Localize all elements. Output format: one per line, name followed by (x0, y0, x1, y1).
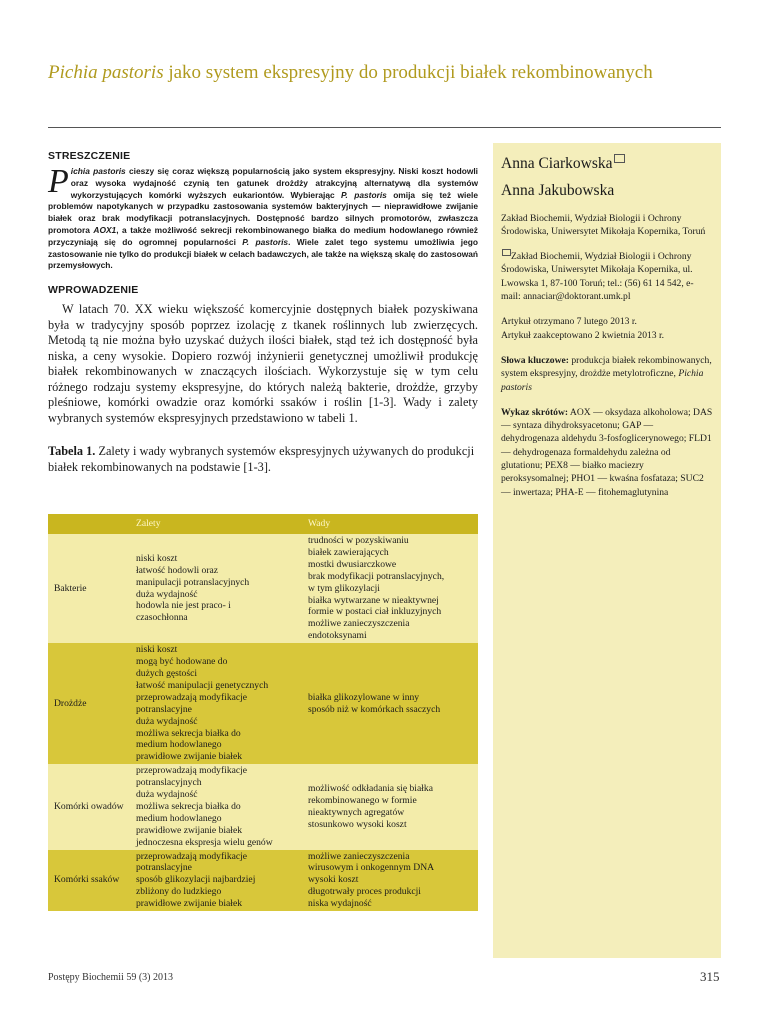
abstract-text-3: , a także możliwość sekrecji rekombinowanego białka do medium hodowlanego również przyczyniają się do ogromnej popularności (48, 224, 478, 247)
article-dates (501, 315, 713, 342)
table-cell-line: sposób glikozylacji najbardziej (136, 874, 256, 886)
table-cell-line: prawidłowe zwijanie białek (136, 824, 243, 836)
table-cell-pros (130, 764, 302, 849)
table-row (48, 643, 478, 764)
table-cell-line: łatwość manipulacji genetycznych (136, 679, 269, 691)
title-rest: jako system ekspresyjny do produkcji białek rekombinowanych (163, 62, 653, 83)
table-cell-line: długotrwały proces produkcji (308, 886, 421, 898)
table-cell-pros (130, 850, 302, 912)
abstract-text-2: omija się też wiele problemów napotykanych w przypadku zastosowania systemów bakteryjnych — nieprawidłowe zwijanie białek oraz brak modyfikacji potranslacyjnych. Dostępność bardzo silnych promotorów, zwłaszcza promotora (48, 189, 478, 235)
abstract-text-4: . Wiele zalet tego systemu umożliwia jego zastosowanie nie tylko do produkcji białek w celach badawczych, ale także na większą skalę do zastosowań przemysłowych. (48, 236, 478, 271)
abstract-italic-start: ichia pastoris (70, 166, 126, 176)
table-header-cons: Wady (302, 514, 478, 534)
table-cell-line: możliwość odkładania się białka (308, 783, 433, 795)
table-cell-line: mostki dwusiarczkowe (308, 558, 397, 570)
article-title (48, 62, 728, 84)
keywords (501, 354, 713, 394)
table-cell-line: możliwe zanieczyszczenia (308, 618, 410, 630)
table-cell-cons (302, 643, 478, 764)
table-header-pros: Zalety (130, 514, 302, 534)
envelope-icon (502, 249, 511, 256)
table-row (48, 850, 478, 912)
abbreviations-label: Wykaz skrótów: (501, 406, 569, 418)
table-cell-line: białek zawierających (308, 546, 389, 558)
abbreviations-text: AOX — oksydaza alkoholowa; DAS — syntaza dihydroksyacetonu; GAP — dehydrogenaza aldehydu 3-fosfoglicerynowego; FLD1 — dehydrogenaza formaldehydu zależna od glutationu; PEX8 — białko maciezry peroksysomalnej; PHO1 — kwaśna fosfataza; SUC2 — inwertaza; PHA-E — fitohemaglutynina (501, 406, 713, 498)
table-cell-line: rekombinowanego w formie (308, 794, 417, 806)
table-row (48, 534, 478, 643)
abstract-text-1: cieszy się coraz większą popularnością jako system ekspresyjny. Niski koszt hodowli oraz wysoka wydajność czynią ten gatunek drożdży atrakcyjną alternatywą dla systemów wykorzystujących komórki wyższych eukariontów. Wybierając (70, 166, 478, 200)
comparison-table (48, 514, 478, 911)
table-cell-line: białka glikozylowane w inny (308, 691, 420, 703)
table-cell-line: łatwość hodowli oraz (136, 564, 219, 576)
keywords-italic: Pichia pastoris (501, 368, 704, 393)
table-cell-line: niski koszt (136, 552, 178, 564)
table-cell-line: medium hodowlanego (136, 812, 222, 824)
main-column (48, 150, 478, 475)
table-cell-cons (302, 850, 478, 912)
table-caption-text: Zalety i wady wybranych systemów ekspresyjnych używanych do produkcji białek rekombinowanych na podstawie [1-3]. (48, 444, 475, 474)
abstract-italic-mid: P. pastoris (341, 189, 387, 200)
table-caption (48, 444, 478, 475)
table-cell-system: Bakterie (48, 534, 130, 643)
table-cell-line: wirusowym i onkogennym DNA (308, 862, 435, 874)
table-row (48, 764, 478, 849)
table-cell-line: nieaktywnych agregatów (308, 806, 405, 818)
table-cell-line: możliwa sekrecja białka do (136, 727, 241, 739)
table-cell-line: sposób niż w komórkach ssaczych (308, 703, 441, 715)
abstract-italic-end: P. pastoris (242, 236, 289, 247)
received-date: Artykuł otrzymano 7 lutego 2013 r. (501, 316, 637, 328)
table-cell-line: hodowla nie jest praco- i (136, 600, 231, 612)
table-header-system (48, 514, 130, 534)
table-cell-line: jednoczesna ekspresja wielu genów (136, 836, 273, 848)
abstract-text (48, 163, 478, 272)
table-cell-line: potranslacyjne (136, 862, 192, 874)
abstract-italic-gene: AOX1 (93, 224, 117, 235)
table-cell-line: formie w postaci ciał inkluzyjnych (308, 606, 442, 618)
table-cell-line: przeprowadzają modyfikacje (136, 850, 248, 862)
table-cell-line: wysoki koszt (308, 874, 359, 886)
table-cell-line: czasochłonna (136, 612, 188, 624)
accepted-date: Artykuł zaakceptowano 2 kwietnia 2013 r. (501, 329, 665, 341)
table-cell-system: Drożdże (48, 643, 130, 764)
table-cell-line: manipulacji potranslacyjnych (136, 576, 250, 588)
table-cell-line: potranslacyjne (136, 703, 192, 715)
intro-paragraph: W latach 70. XX wieku większość komercyjnie dostępnych białek pozyskiwana była w tradycyjny sposób poprzez izolację z tkanek roślinnych lub zwierzęcych. Metodą tą nie można było uzyskać dużych ilości białek, stąd też ich dostępność była niska, a ceny wysokie. Dopiero rozwój inżynierii genetycznej umożliwił produkcję białek rekombinowanych w znaczących ilościach. Wykorzystuje się w tym celu różnego rodzaju systemy ekspresyjne, do których należą bakterie, drożdże, grzyby pleśniowe, komórki owadzie oraz komórki ssaków i roślin [1-3]. Wady i zalety wybranych systemów ekspresyjnych przedstawiono w tabeli 1. (48, 302, 478, 425)
title-species: Pichia pastoris (48, 62, 164, 83)
table-cell-line: mogą być hodowane do (136, 656, 228, 668)
table-caption-label: Tabela 1. (48, 444, 96, 459)
table-cell-system: Komórki ssaków (48, 850, 130, 912)
table-header-row (48, 514, 478, 534)
sidebar (493, 143, 721, 958)
table-cell-line: możliwa sekrecja białka do (136, 800, 241, 812)
table-cell-line: przeprowadzają modyfikacje (136, 765, 248, 777)
table-cell-line: niski koszt (136, 644, 178, 656)
table-cell-line: prawidłowe zwijanie białek (136, 751, 243, 763)
table-cell-line: niska wydajność (308, 898, 372, 910)
page-number: 315 (700, 969, 720, 984)
table-cell-line: potranslacyjnych (136, 777, 202, 789)
abstract-heading: STRESZCZENIE (48, 150, 131, 162)
abstract-dropcap: P (48, 163, 69, 200)
correspondence-text: Zakład Biochemii, Wydział Biologii i Ochrony Środowiska, Uniwersytet Mikołaja Kopernika, ul. Lwowska 1, 87-100 Toruń; tel.: (56) 61 14 542, e-mail: annaciar@doktorant.umk.pl (501, 251, 694, 303)
table-cell-line: duża wydajność (136, 789, 198, 801)
keywords-label: Słowa kluczowe: (501, 354, 569, 366)
table-cell-line: stosunkowo wysoki koszt (308, 818, 407, 830)
table-cell-line: zbliżony do ludzkiego (136, 886, 222, 898)
table-cell-pros (130, 643, 302, 764)
abbreviations (501, 406, 713, 499)
table-cell-system: Komórki owadów (48, 764, 130, 849)
author-2: Anna Jakubowska (501, 182, 615, 200)
table-cell-line: przeprowadzają modyfikacje (136, 691, 248, 703)
table-cell-line: duża wydajność (136, 588, 198, 600)
table-cell-line: medium hodowlanego (136, 739, 222, 751)
table-cell-line: brak modyfikacji potranslacyjnych, (308, 570, 445, 582)
title-rule (48, 127, 721, 128)
table-cell-line: białka wytwarzane w nieaktywnej (308, 594, 439, 606)
affiliation: Zakład Biochemii, Wydział Biologii i Ochrony Środowiska, Uniwersytet Mikołaja Kopernika, Toruń (501, 212, 706, 237)
keywords-text: produkcja białek rekombinowanych, system ekspresyjny, drożdże metylotroficzne, (501, 354, 712, 380)
intro-heading: WPROWADZENIE (48, 284, 139, 297)
author-1 (501, 157, 713, 170)
table-cell-line: endotoksynami (308, 630, 367, 642)
envelope-icon (614, 154, 625, 163)
footer-journal: Postępy Biochemii 59 (3) 2013 (48, 972, 173, 983)
table-cell-cons (302, 534, 478, 643)
table-cell-line: prawidłowe zwijanie białek (136, 898, 243, 910)
author-1-name: Anna Ciarkowska (501, 155, 613, 172)
table-cell-cons (302, 764, 478, 849)
table-cell-line: możliwe zanieczyszczenia (308, 850, 410, 862)
table-cell-line: w tym glikozylacji (308, 582, 380, 594)
table-cell-line: duża wydajność (136, 715, 198, 727)
table-cell-line: trudności w pozyskiwaniu (308, 535, 409, 546)
table-cell-pros (130, 534, 302, 643)
table-cell-line: dużych gęstości (136, 667, 198, 679)
correspondence (501, 250, 713, 303)
